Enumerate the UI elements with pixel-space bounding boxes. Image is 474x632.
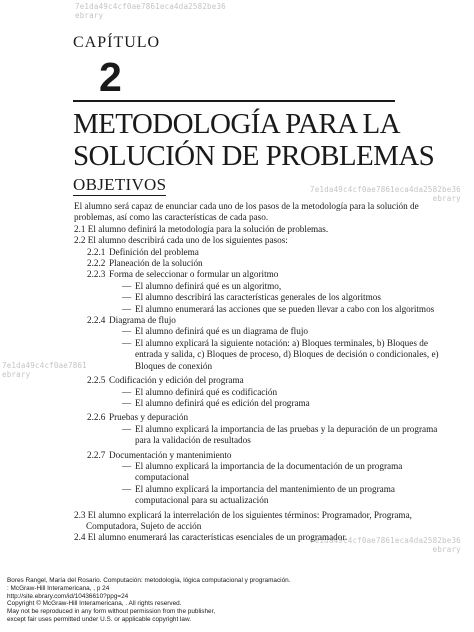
item-number: 2.2.1 <box>87 246 106 257</box>
intro-paragraph: El alumno será capaz de enunciar cada uno de los pasos de la metodología para la solución de problemas, así como las características de cada paso. <box>74 201 419 223</box>
chapter-title-line-2: SOLUCIÓN DE PROBLEMAS <box>73 140 435 172</box>
watermark <box>75 2 226 20</box>
item-number: 2.2.4 <box>87 315 106 326</box>
list-item <box>87 258 442 269</box>
sub-objectives-list <box>74 247 442 507</box>
dash-item <box>122 484 442 507</box>
item-text: Pruebas y depuración <box>109 412 189 423</box>
dash-bullet: — <box>122 292 132 303</box>
footer-line: : McGraw-Hill Interamericana, , p 24 <box>7 584 110 592</box>
watermark-hash: 7e1da49c4cf0ae7861 <box>2 361 87 370</box>
dash-item <box>122 326 442 337</box>
watermark-ebrary: ebrary <box>432 545 461 554</box>
objectives-body <box>74 201 442 544</box>
item-number: 2.2.2 <box>87 258 106 269</box>
list-item <box>87 315 442 326</box>
watermark-ebrary: ebrary <box>75 11 104 20</box>
objective-2-2: 2.2 El alumno describirá cada uno de los siguientes pasos: <box>74 235 288 246</box>
item-number: 2.2.5 <box>87 375 106 386</box>
citation-footer <box>7 577 290 624</box>
dash-bullet: — <box>122 460 132 471</box>
dash-list <box>87 461 442 507</box>
dash-bullet: — <box>122 483 132 494</box>
item-text: Definición del problema <box>109 246 199 257</box>
dash-text: El alumno explicará la siguiente notación: a) Bloques terminales, b) Bloques de entrada y salida, c) Bloques de proceso, d) Bloques de decisión o condicionales, e) Bloques de conexión <box>135 337 439 371</box>
item-text: Forma de seleccionar o formular un algoritmo <box>109 269 279 280</box>
dash-bullet: — <box>122 326 132 337</box>
item-text: Codificación y edición del programa <box>109 375 244 386</box>
title-rule <box>73 100 395 102</box>
footer-line: Bores Rangel, María del Rosario. Computación: metodología, lógica computacional y programación. <box>7 577 291 584</box>
item-number: 2.2.7 <box>87 449 106 460</box>
dash-text: El alumno definirá qué es codificación <box>135 386 278 397</box>
dash-text: El alumno describirá las características generales de los algoritmos <box>135 292 381 303</box>
dash-item <box>122 292 442 303</box>
dash-text: El alumno definirá qué es un diagrama de flujo <box>135 326 308 337</box>
chapter-title-line-1: METODOLOGÍA PARA LA <box>73 108 400 140</box>
dash-item <box>122 338 442 372</box>
footer-line: except fair uses permitted under U.S. or applicable copyright law. <box>7 615 192 623</box>
item-number: 2.2.6 <box>87 412 106 423</box>
dash-item <box>122 424 442 447</box>
objectives-heading: OBJETIVOS <box>73 175 167 194</box>
dash-text: El alumno explicará la importancia de la documentación de un programa computacional <box>135 460 403 483</box>
dash-item <box>122 387 442 398</box>
footer-line: http://site.ebrary.com/id/10436610?ppg=24 <box>7 592 129 600</box>
dash-bullet: — <box>122 303 132 314</box>
dash-bullet: — <box>122 337 132 348</box>
dash-list <box>87 326 442 372</box>
watermark-ebrary: ebrary <box>432 194 461 203</box>
footer-line: May not be reproduced in any form without permission from the publisher, <box>7 608 216 616</box>
dash-text: El alumno definirá qué es un algoritmo, <box>135 280 282 291</box>
dash-item <box>122 461 442 484</box>
chapter-number: 2 <box>99 54 122 100</box>
list-item <box>87 450 442 461</box>
dash-list <box>87 281 442 315</box>
list-item <box>87 247 442 258</box>
dash-list <box>87 387 442 410</box>
dash-item <box>122 398 442 409</box>
item-text: Documentación y mantenimiento <box>109 449 232 460</box>
objective-2-4: 2.4 El alumno enumerará las características esenciales de un programador. <box>74 532 348 543</box>
dash-bullet: — <box>122 386 132 397</box>
dash-bullet: — <box>122 280 132 291</box>
chapter-title <box>73 108 434 172</box>
objective-2-1: 2.1 El alumno definirá la metodología para la solución de problemas. <box>74 223 329 234</box>
dash-item <box>122 281 442 292</box>
dash-item <box>122 304 442 315</box>
list-item <box>87 269 442 280</box>
list-item <box>87 375 442 386</box>
watermark-hash: 7e1da49c4cf0ae7861eca4da2582be36 <box>310 185 461 194</box>
dash-text: El alumno definirá qué es edición del programa <box>135 397 310 408</box>
dash-text: El alumno explicará la importancia del mantenimiento de un programa computacional para su actualización <box>135 483 395 506</box>
dash-bullet: — <box>122 397 132 408</box>
item-text: Diagrama de flujo <box>109 315 176 326</box>
item-text: Planeación de la solución <box>109 258 203 269</box>
watermark-ebrary: ebrary <box>2 370 31 379</box>
objective-2-3: 2.3 El alumno explicará la interrelación de los siguientes términos: Programador, Programa, Computadora, Sujeto de acción <box>74 509 412 531</box>
list-item <box>87 412 442 423</box>
dash-list <box>87 424 442 447</box>
chapter-label: CAPÍTULO <box>73 34 161 51</box>
dash-text: El alumno enumerará las acciones que se pueden llevar a cabo con los algoritmos <box>135 303 435 314</box>
dash-bullet: — <box>122 423 132 434</box>
dash-text: El alumno explicará la importancia de las pruebas y la depuración de un programa para la validación de resultados <box>135 423 438 446</box>
footer-line: Copyright © McGraw-Hill Interamericana, . All rights reserved. <box>7 600 182 608</box>
watermark-hash: 7e1da49c4cf0ae7861eca4da2582be36 <box>75 2 226 11</box>
item-number: 2.2.3 <box>87 269 106 280</box>
watermark-hash: 7e1da49c4cf0ae7861eca4da2582be36 <box>310 536 461 545</box>
